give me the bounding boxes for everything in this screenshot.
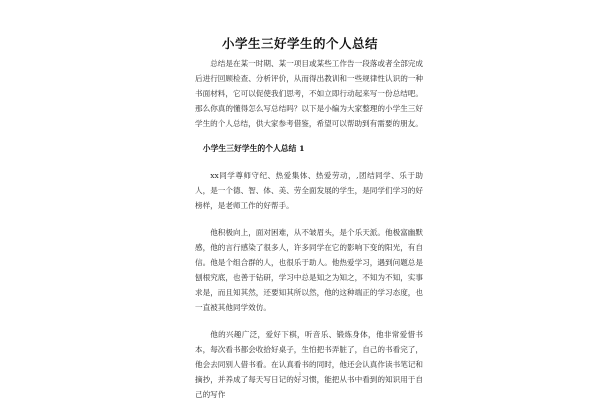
document-title: 小学生三好学生的个人总结 [221, 36, 378, 51]
body-paragraph: 他的兴趣广泛，爱好下棋，听音乐、锻炼身体，他非常爱惜书本，每次看书都会收拾好桌子，生怕把书弄脏了，自己的书看完了，他会去同别人借书看。在认真看书的同时，他还会认真作读书笔记和摘抄，并养成了每天写日记的好习惯，能把从书中看到的知识用于自己的写作 [195, 330, 423, 399]
document-body [195, 56, 423, 402]
intro-paragraph: 总结是在某一时期、某一项目或某些工作告一段落或者全部完成后进行回顾检查、分析评价，从而得出教训和一些规律性认识的一种书面材料，它可以促使我们思考，不如立即行动起来写一份总结吧。那么你真的懂得怎么写总结吗？以下是小编为大家整理的小学生三好学生的个人总结，供大家参考借鉴，希望可以帮助到有需要的朋友。 [195, 59, 423, 128]
body-paragraph: xx同学尊师守纪、热爱集体、热爱劳动，,团结同学、乐于助人，是一个德、智、体、美、劳全面发展的学生，是同学们学习的好榜样，是老师工作的好帮手。 [195, 171, 423, 210]
page-number: 1 [298, 371, 302, 376]
body-paragraph: 他积极向上，面对困难，从不皱眉头，是个乐天派。他极富幽默感，他的言行感染了很多人，许多同学在它的影响下变的阳光，有自信。他是个组合群的人，也很乐于助人。他热爱学习，遇到问题总是刨根究底，也善于钻研，学习中总是知之为知之，不知为不知，实事求是，而且知其然，还要知其所以然，他的这种端正的学习态度，也一直被其他同学效仿。 [195, 228, 423, 312]
section-heading: 小学生三好学生的个人总结 1 [202, 144, 305, 153]
